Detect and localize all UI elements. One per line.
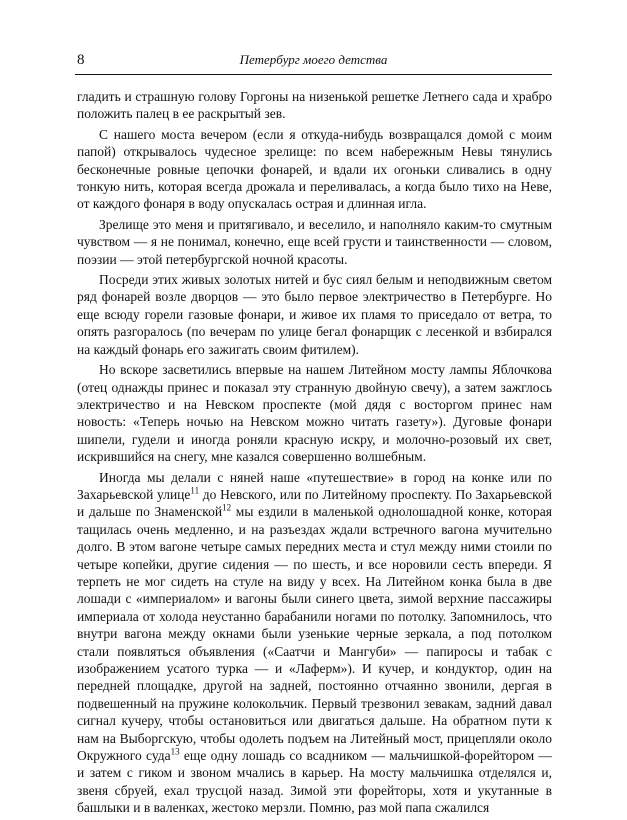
body-text [77, 88, 552, 820]
text-run: С нашего моста вечером (если я откуда-нибудь возвращался домой с моим папой) открывалось чудесное зрелище: по всем набережным Невы тянулись бесконечные ровные цепочки фонарей, и вдали их огоньки сливались в одну тонкую нить, которая всегда дрожала и переливалась, а когда было тихо на Неве, от каждого фонаря в воду опускалась острая и длинная игла. [77, 126, 552, 212]
text-run: Посреди этих живых золотых нитей и бус сиял белым и неподвижным светом ряд фонарей возле дворцов — это было первое электричество в Петербурге. Но еще всюду горели газовые фонари, и живое их пламя то приседало от ветра, то опять разгоралось (по вечерам по улице бегал фонарщик с лесенкой и взбирался на каждый фонарь его зажигать своим фитилем). [77, 272, 552, 357]
footnote-ref: 11 [190, 485, 200, 496]
paragraph [77, 361, 552, 465]
text-run: до Невского, или по Литейному проспекту. По Захарьевской и дальше по Знаменской [77, 486, 553, 520]
page-number: 8 [77, 52, 85, 68]
text-run: гладить и страшную голову Горгоны на низенькой решетке Летнего сада и храбро положить палец в ее раскрытый зев. [77, 89, 552, 122]
text-run: Но вскоре засветились впервые на нашем Литейном мосту лампы Яблочкова (отец однажды принес и показал эту странную двойную свечу), а затем зажглось электричество и на Невском проспекте (мой дядя с восторгом принес нам новость: «Теперь ночью на Невском можно читать газету»). Дуговые фонари шипели, гудели и иногда роняли красную искру, и молочно-розовый их свет, искрившийся на снегу, мне казался совершенно волшебным. [77, 362, 552, 465]
text-run: мы ездили в маленькой однолошадной конке, которая тащилась очень медленно, и на разъездах ждали встречного вагона мучительно долго. В этом вагоне четыре самых передних места и стул между ними стоили по четыре копейки, другие сидения — по шесть, и все норовили сесть впереди. Я терпеть не мог сидеть на стуле на виду у всех. На Литейном конка была в две лошади с «империалом» и вагоны были синего цвета, зимой верхние пассажиры империала от холода неустанно барабанили ногами по потолку. Запомнилось, что внутри вагона между окнами были узенькие черные зеркала, а под потолком стали появляться объявления («Саатчи и Мангуби» — папиросы и табак с изображением усатого турка — и «Лаферм»). И кучер, и кондуктор, один на передней площадке, другой на задней, постоянно отчаянно звонили, дергая в подвешенный на пружине колокольчик. Первый трезвонил зевакам, задний давал сигнал кучеру, чтобы остановиться или двигаться дальше. На обратном пути к нам на Выборгскую, чтобы одолеть подъем на Литейный мост, прицепляли около Окружного суда [77, 504, 552, 764]
text-run: Зрелище это меня и притягивало, и веселило, и наполняло каким-то смутным чувством — я не понимал, конечно, еще всей грусти и таинственности — словом, поэзии — этой петербургской ночной красоты. [77, 216, 552, 267]
text-run: Иногда мы делали с няней наше «путешествие» в город на конке или по Захарьевской улице [77, 469, 552, 502]
paragraph [77, 88, 552, 123]
paragraph [77, 271, 552, 358]
paragraph [77, 216, 552, 268]
text-run: еще одну лошадь со всадником — мальчишкой-форейтором — и затем с гиком и звоном мчались в карьер. На мосту мальчишка отделялся и, звеня сбруей, ехал трусцой назад. Зимой эти форейторы, хотя и укутанные в башлыки и в валенках, жестоко мерзли. Помню, раз мой папа сжалился [77, 748, 553, 816]
running-title: Петербург моего детства [239, 52, 388, 67]
paragraph [77, 469, 552, 817]
paragraph [77, 126, 552, 213]
header-rule [75, 74, 552, 75]
footnote-ref: 13 [170, 746, 180, 757]
footnote-ref: 12 [222, 502, 232, 513]
